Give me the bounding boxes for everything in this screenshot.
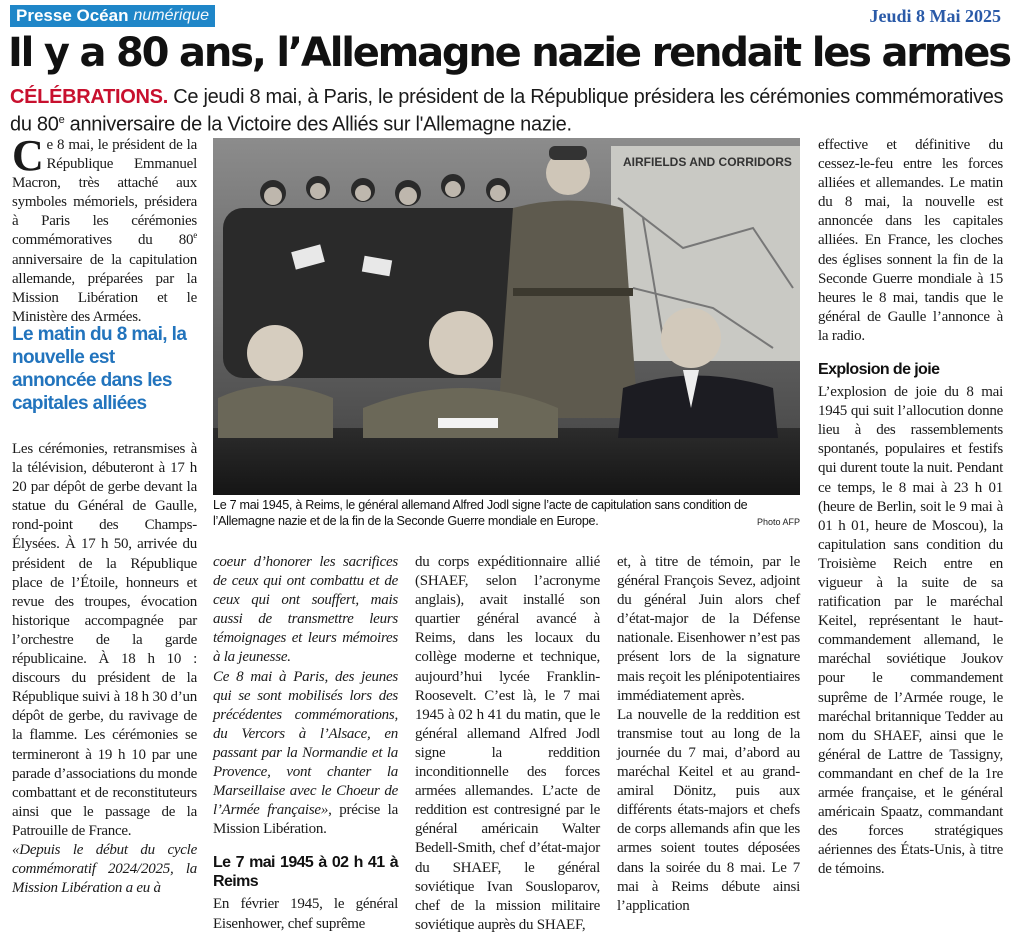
column-2 <box>213 553 398 934</box>
column-4-para-1: et, à titre de témoin, par le général François Sevez, adjoint du général Juin alors chef d’état-major de la Défense nationale. Eisenhower n’est pas présent lors de la signature mais reçoit les plénipotentiaires immédiatement après. <box>617 554 800 704</box>
headline: Il y a 80 ans, l’Allemagne nazie rendait les armes <box>8 30 1010 76</box>
brand-logo <box>10 5 215 27</box>
column-1-quote: «Depuis le début du cycle commémoratif 2024/2025, la Mission Libération a eu à <box>12 841 197 897</box>
subhead-reims: Le 7 mai 1945 à 02 h 41 à Reims <box>213 854 398 891</box>
column-1-body <box>12 440 197 898</box>
column-3 <box>415 553 600 935</box>
column-3-body: du corps expéditionnaire allié (SHAEF, selon l’acronyme anglais), avait installé son quartier général avancé à Reims, dans les locaux du collège moderne et technique, aujourd’hui lycée Franklin-Roosevelt. C’est là, le 7 mai 1945 à 02 h 41 du matin, que le général allemand Alfred Jodl signe la reddition inconditionnelle des forces armées allemandes. L’acte de reddition est contresigné par le général américain Walter Bedell-Smith, chef d’état-major du SHAEF, le général soviétique Ivan Sousloparov, chef de la mission militaire soviétique auprès du SHAEF, <box>415 554 600 933</box>
subhead-explosion: Explosion de joie <box>818 361 940 379</box>
brand-name: Presse Océan <box>16 6 129 25</box>
drop-cap: C <box>12 131 44 180</box>
photo-illustration <box>213 138 800 495</box>
issue-date: Jeudi 8 Mai 2025 <box>869 6 1001 26</box>
column-5-top: effective et définitive du cessez-le-feu entre les forces alliées et allemandes. Le matin du 8 mai, la nouvelle est annoncée dans les capitales alliées. En France, les cloches des églises sonnent la fin de la Seconde Guerre mondiale à 15 heures le 8 mai, tandis que le général de Gaulle l’annonce à la radio. <box>818 137 1003 344</box>
deck <box>10 86 1005 137</box>
deck-text-2: anniversaire de la Victoire des Alliés sur l'Allemagne nazie. <box>64 113 572 136</box>
pull-quote: Le matin du 8 mai, la nouvelle est annoncée dans les capitales alliées <box>12 324 187 414</box>
column-1-intro <box>12 131 197 327</box>
column-2-body: En février 1945, le général Eisenhower, chef suprême <box>213 896 398 932</box>
intro-text-1: e 8 mai, le président de la République Emmanuel Macron, très attaché aux symboles mémoriels, présidera à Paris les cérémonies commémoratives du 80 <box>12 137 197 249</box>
deck-sup: e <box>58 114 65 126</box>
photo-credit: Photo AFP <box>756 517 800 527</box>
column-5 <box>818 136 1003 879</box>
deck-text-1: Ce jeudi 8 mai, à Paris, le président de la République présidera les cérémonies commémoratives du 80 <box>10 86 1004 136</box>
column-4 <box>617 553 800 916</box>
intro-sup: e <box>193 230 197 241</box>
intro-text-2: anniversaire de la capitulation allemande, préparées par la Mission Libération et le Ministère des Armées. <box>12 251 197 325</box>
column-2-quote-tail: , précise la Mission Libération. <box>213 802 398 838</box>
photo-caption: Le 7 mai 1945, à Reims, le général allemand Alfred Jodl signe l’acte de capitulation sans condition de l’Allemagne nazie et de la fin de la Seconde Guerre mondiale en Europe. <box>213 498 748 528</box>
signing-table <box>213 428 800 495</box>
column-2-quote: coeur d’honorer les sacrifices de ceux qui ont combattu et de ceux qui ont souffert, mais aussi de transmettre leurs témoignages et leurs mémoires à la jeunesse. <box>213 554 398 666</box>
column-4-para-2: La nouvelle de la reddition est transmise tout au long de la journée du 7 mai, d’abord au maréchal Keitel et au grand-amiral Dönitz, puis aux différents états-majors et chefs de corps allemands afin que les armes soient toutes déposées dans la soirée du 8 mai. Le 7 mai à Reims débute ainsi l’application <box>617 706 800 914</box>
brand-suffix: numérique <box>133 7 210 24</box>
deck-kicker: CÉLÉBRATIONS. <box>10 86 168 108</box>
column-2-quote-2: Ce 8 mai à Paris, des jeunes qui se sont mobilisés lors des précédentes commémorations, du Vercors à l’Alsace, en passant par la Normandie et la Provence, vont chanter la Marseillaise avec le Choeur de l’Armée française» <box>213 668 398 819</box>
map-sign-text: AIRFIELDS AND CORRIDORS <box>623 155 792 169</box>
article-photo <box>213 138 800 495</box>
column-1-paragraph: Les cérémonies, retransmises à la télévision, débuteront à 17 h 20 par dépôt de gerbe devant la statue du Général de Gaulle, rond-point des Champs-Élysées. À 17 h 50, arrivée du président de la République place de l’Étoile, honneurs et revue des troupes, évocation historique accompagnée par l’orchestre de la garde républicaine. À 18 h 10 : discours du président de la République suivi à 18 h 30 d’un dépôt de gerbe, du ravivage de la flamme. Les cérémonies se termineront à 19 h 10 par une parade d’associations du monde combattant et de reconstituteurs ainsi que le passage de la Patrouille de France. <box>12 441 197 839</box>
column-5-body: L’explosion de joie du 8 mai 1945 qui suit l’allocution donne lieu à des rassemblements spontanés, populaires et festifs qui durent toute la nuit. Pendant ce temps, le 8 mai à 23 h 01 (heure de Berlin, soit le 9 mai à 01 h 01, heure de Moscou), la capitulation sans condition du Troisième Reich entre en vigueur à la suite de sa ratification par le maréchal Keitel, représentant le haut-commandement allemand, le maréchal soviétique Joukov pour le commandement suprême de l’Armée rouge, le maréchal britannique Tedder au nom du SHAEF, ainsi que le général de Lattre de Tassigny, commandant en chef de la 1re armée française, et le général américain Spaatz, commandant des forces stratégiques aériennes des États-Unis, à titre de témoins. <box>818 384 1003 878</box>
